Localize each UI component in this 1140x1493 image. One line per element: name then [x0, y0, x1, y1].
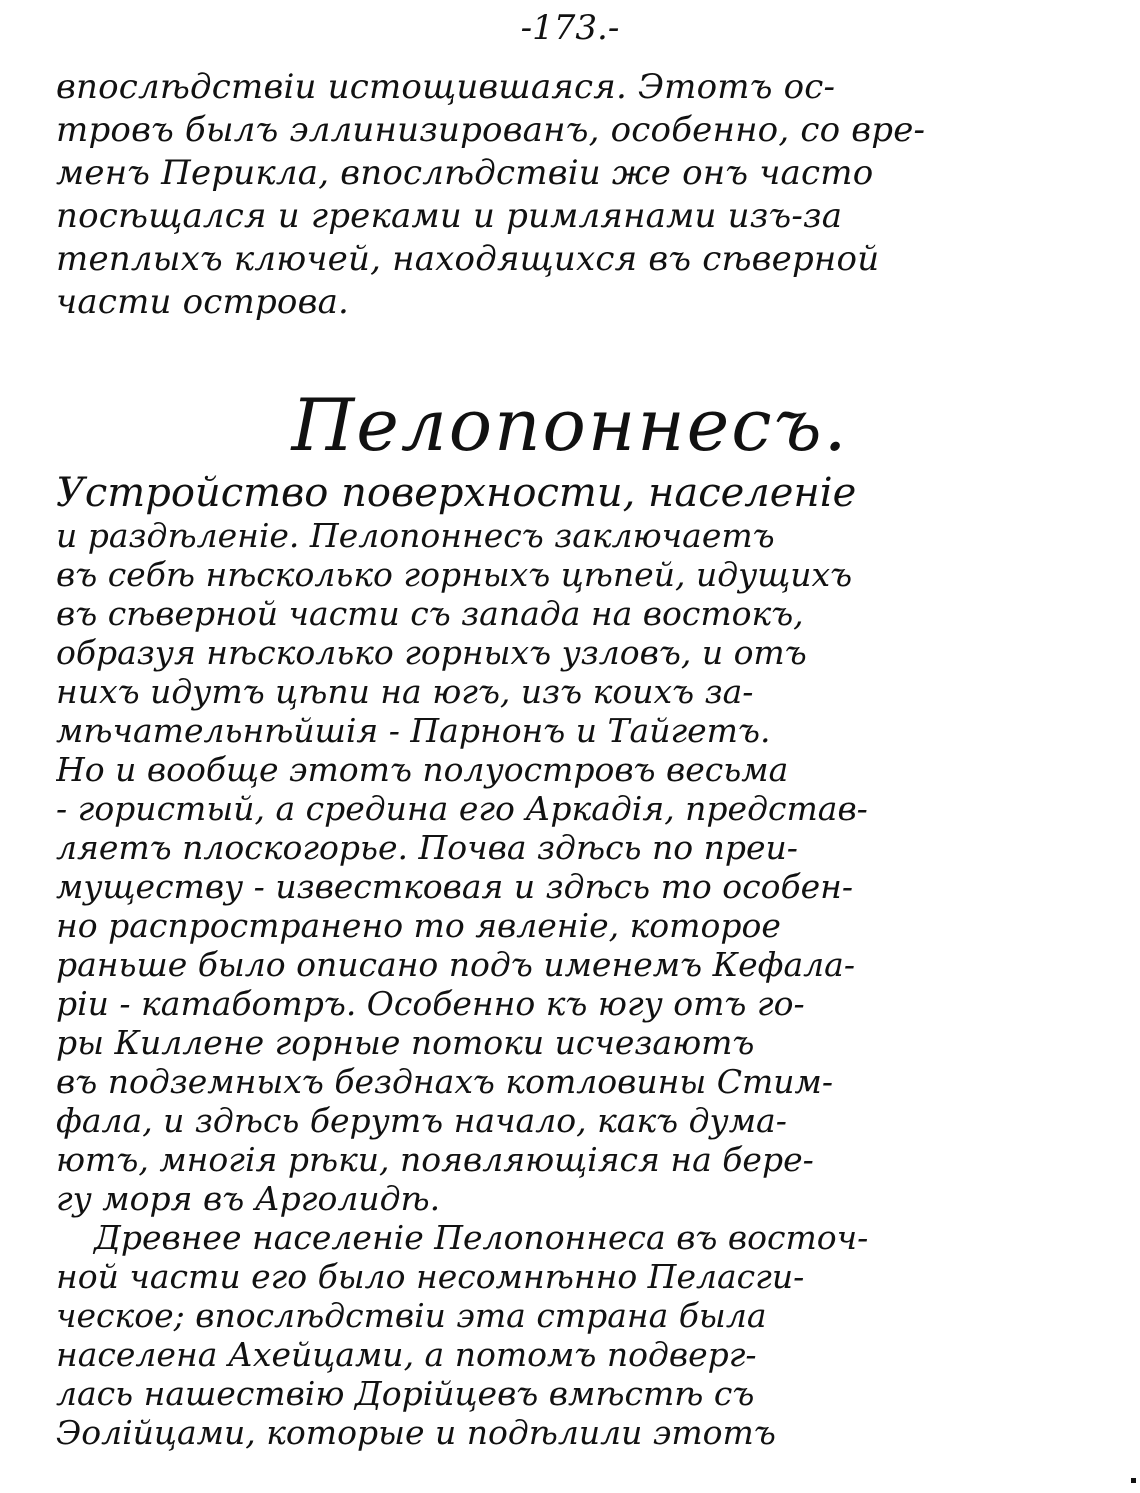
- text-line: Древнее населеніе Пелопоннеса въ восточ-: [94, 1218, 869, 1257]
- intro-paragraph: [56, 66, 1106, 324]
- page-number: -173.-: [520, 8, 620, 48]
- text-line: ной части его было несомнѣнно Пеласги-: [56, 1257, 805, 1296]
- text-line: населена Ахейцами, а потомъ подверг-: [56, 1335, 757, 1374]
- scan-mark: [1131, 1478, 1136, 1483]
- text-line: фала, и здѣсь берутъ начало, какъ дума-: [56, 1101, 787, 1140]
- section-heading: Пелопоннесъ.: [291, 383, 849, 467]
- text-line: теплыхъ ключей, находящихся въ сѣверной: [56, 239, 880, 279]
- text-line: части острова.: [56, 282, 350, 322]
- text-line: но распространено то явленіе, которое: [56, 906, 781, 945]
- text-line: Эолійцами, которые и подѣлили этотъ: [56, 1413, 776, 1452]
- text-line: муществу - известковая и здѣсь то особен-: [56, 867, 854, 906]
- text-line: мѣчательнѣйшія - Парнонъ и Тайгетъ.: [56, 711, 771, 750]
- text-line: посѣщался и греками и римлянами изъ-за: [56, 196, 843, 236]
- text-line: ляетъ плоскогорье. Почва здѣсь по преи-: [56, 828, 798, 867]
- text-line: ютъ, многія рѣки, появляющіяся на бере-: [56, 1140, 814, 1179]
- text-line: въ себѣ нѣсколько горныхъ цѣпей, идущихъ: [56, 555, 853, 594]
- text-line: - гористый, а средина его Аркадія, представ-: [56, 789, 868, 828]
- body-paragraph: [56, 470, 1106, 1452]
- text-line: образуя нѣсколько горныхъ узловъ, и отъ: [56, 633, 807, 672]
- text-line: ры Киллене горные потоки исчезаютъ: [56, 1023, 755, 1062]
- text-line: гу моря въ Арголидѣ.: [56, 1179, 441, 1218]
- text-line: впослѣдствіи истощившаяся. Этотъ ос-: [56, 67, 836, 107]
- text-line: раньше было описано подъ именемъ Кефала-: [56, 945, 855, 984]
- text-line: нихъ идутъ цѣпи на югъ, изъ коихъ за-: [56, 672, 754, 711]
- text-line: лась нашествію Дорійцевъ вмѣстѣ съ: [56, 1374, 755, 1413]
- text-line: менъ Перикла, впослѣдствіи же онъ часто: [56, 153, 874, 193]
- subheading-line: Устройство поверхности, населеніе: [56, 470, 857, 516]
- text-line: ческое; впослѣдствіи эта страна была: [56, 1296, 767, 1335]
- text-line: въ сѣверной части съ запада на востокъ,: [56, 594, 804, 633]
- text-line: и раздѣленіе. Пелопоннесъ заключаетъ: [56, 516, 775, 555]
- text-line: въ подземныхъ безднахъ котловины Стим-: [56, 1062, 834, 1101]
- text-line: тровъ былъ эллинизированъ, особенно, со вре-: [56, 110, 926, 150]
- text-line: Но и вообще этотъ полуостровъ весьма: [56, 750, 789, 789]
- text-line: ріи - катаботръ. Особенно къ югу отъ го-: [56, 984, 805, 1023]
